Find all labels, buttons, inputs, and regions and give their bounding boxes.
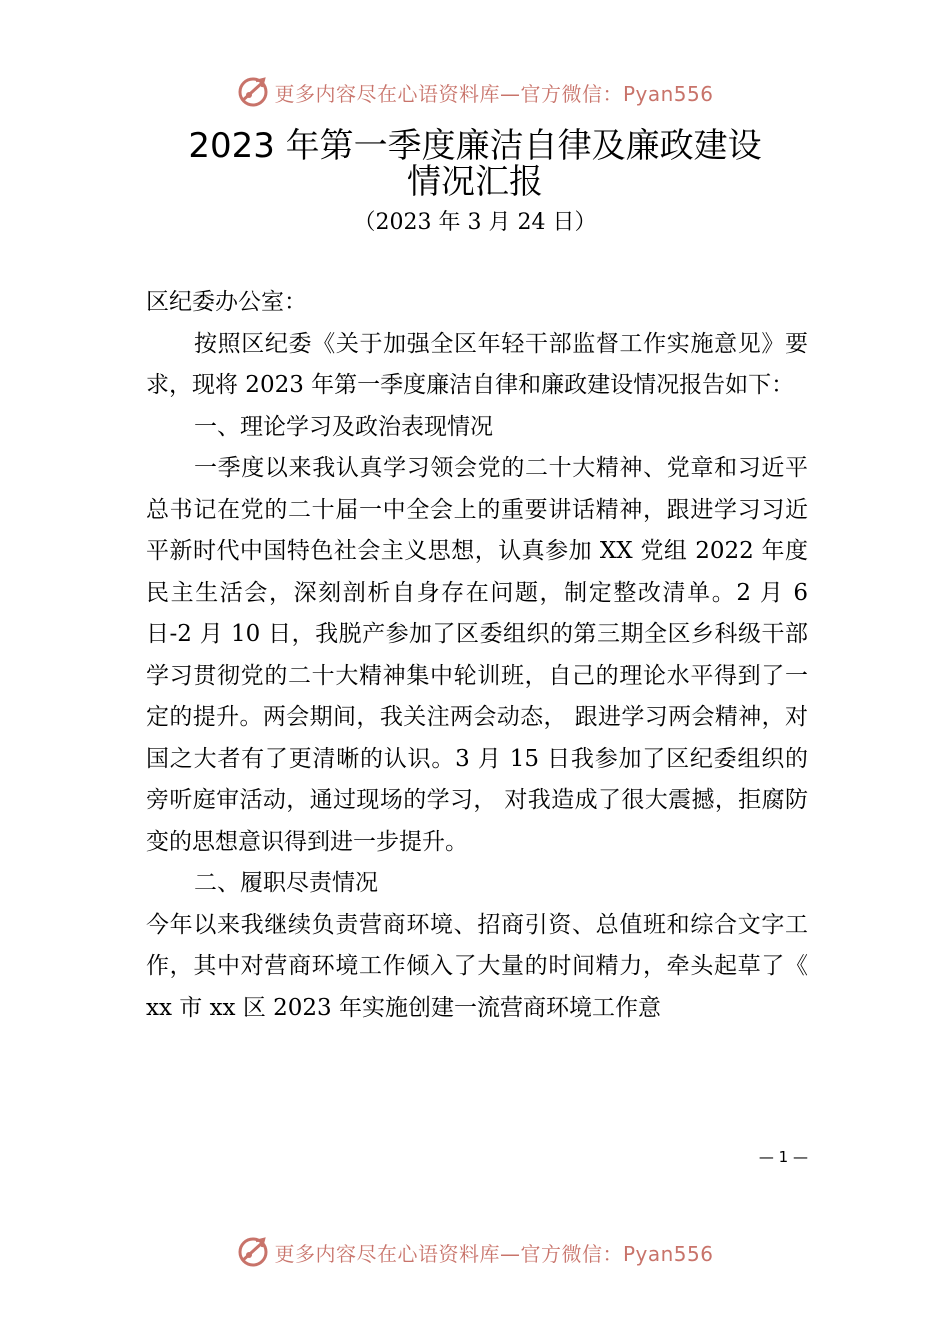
document-body (146, 282, 808, 1029)
paragraph-intro: 按照区纪委《关于加强全区年轻干部监督工作实施意见》要求，现将 2023 年第一季度廉洁自律和廉政建设情况报告如下： (146, 330, 808, 398)
watermark-text: 更多内容尽在心语资料库—官方微信：Pyan556 (274, 1241, 714, 1266)
watermark-text: 更多内容尽在心语资料库—官方微信：Pyan556 (274, 81, 714, 106)
page-number: — 1 — (758, 1148, 808, 1166)
watermark-header (0, 72, 950, 112)
document-title (0, 128, 950, 200)
addressee: 区纪委办公室： (146, 289, 307, 315)
watermark-logo-icon (236, 75, 270, 109)
paragraph-theory-study: 一季度以来我认真学习领会党的二十大精神、党章和习近平总书记在党的二十届一中全会上的重要讲话精神，跟进学习习近平新时代中国特色社会主义思想，认真参加 XX 党组 2022 年度民主生活会，深刻剖析自身存在问题，制定整改清单。2 月 6 日-2 月 10 日，我脱产参加了区委组织的第三期全区乡科级干部学习贯彻党的二十大精神集中轮训班，自己的理论水平得到了一定的提升。两会期间，我关注两会动态， 跟进学习两会精神，对国之大者有了更清晰的认识。3 月 15 日我参加了区纪委组织的旁听庭审活动，通过现场的学习， 对我造成了很大震撼，拒腐防变的思想意识得到进一步提升。 (146, 455, 808, 855)
section-heading-2: 二、履职尽责情况 (194, 870, 378, 896)
document-date: （2023 年 3 月 24 日） (353, 210, 597, 235)
watermark-logo-icon (236, 1235, 270, 1269)
title-line-1: 2023 年第一季度廉洁自律及廉政建设 (188, 126, 762, 166)
section-heading-1: 一、理论学习及政治表现情况 (194, 413, 493, 440)
watermark-footer (0, 1232, 950, 1272)
title-line-2: 情况汇报 (407, 162, 543, 202)
paragraph-duties: 今年以来我继续负责营商环境、招商引资、总值班和综合文字工作，其中对营商环境工作倾入了大量的时间精力，牵头起草了《 xx 市 xx 区 2023 年实施创建一流营商环境工作意 (146, 911, 808, 1021)
